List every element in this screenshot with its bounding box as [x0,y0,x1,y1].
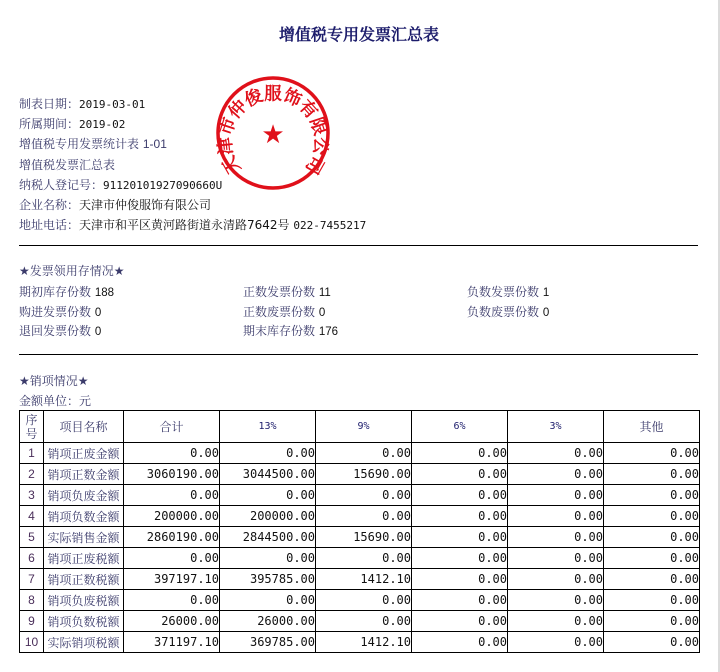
cell-r13: 0.00 [220,485,316,506]
table-row [20,569,700,590]
cell-r13: 0.00 [220,548,316,569]
table-row [20,548,700,569]
col-header-13pct: 13% [220,411,316,443]
address-line [19,215,366,235]
address-label: 地址电话： [19,218,80,233]
row-item-name: 销项负数税额 [44,611,124,632]
cell-r3: 0.00 [508,611,604,632]
row-seq: 3 [20,485,44,506]
col-header-seq: 序 号 [20,411,44,443]
table-row [20,464,700,485]
cell-total: 26000.00 [124,611,220,632]
stock-grid [19,282,699,341]
company-seal-stamp [215,75,331,191]
col-header-other: 其他 [604,411,700,443]
cell-r3: 0.00 [508,527,604,548]
report-date-label: 制表日期： [19,97,80,111]
table-row [20,590,700,611]
stock-section-header: ★发票领用存情况★ [19,264,125,278]
stock-item-value: 0 [94,326,102,339]
cell-other: 0.00 [604,506,700,527]
address-value: 天津市和平区黄河路街道永清路7642号 [79,218,290,233]
cell-other: 0.00 [604,548,700,569]
cell-total: 0.00 [124,485,220,506]
row-seq: 1 [20,443,44,464]
cell-r3: 0.00 [508,632,604,653]
taxpayer-id-value: 91120101927090660U [103,178,223,192]
col-header-9pct: 9% [316,411,412,443]
row-item-name: 销项正废金额 [44,443,124,464]
cell-other: 0.00 [604,611,700,632]
stock-item-label: 期末库存份数 [243,324,316,339]
stock-item [243,302,467,322]
col-header-3pct: 3% [508,411,604,443]
cell-total: 371197.10 [124,632,220,653]
row-item-name: 销项正废税额 [44,548,124,569]
row-seq: 8 [20,590,44,611]
cell-r9: 0.00 [316,443,412,464]
table-row [20,632,700,653]
stock-item-value: 11 [318,287,331,299]
row-seq: 10 [20,632,44,653]
cell-r6: 0.00 [412,464,508,485]
stock-item-label: 正数废票份数 [243,304,316,319]
row-item-name: 实际销项税额 [44,632,124,653]
cell-other: 0.00 [604,632,700,653]
summary-label: 增值税发票汇总表 [19,157,116,172]
stock-row [19,282,699,302]
seal-icon [215,75,331,191]
table-row [20,443,700,464]
row-seq: 4 [20,506,44,527]
stock-item-label: 正数发票份数 [243,285,316,299]
cell-r9: 1412.10 [316,569,412,590]
cell-r3: 0.00 [508,569,604,590]
divider-2 [19,354,698,355]
cell-r3: 0.00 [508,590,604,611]
table-row [20,485,700,506]
star-icon: ★ [261,120,285,150]
cell-r3: 0.00 [508,443,604,464]
cell-r6: 0.00 [412,527,508,548]
cell-r13: 395785.00 [220,569,316,590]
cell-r9: 0.00 [316,485,412,506]
col-header-total: 合计 [124,411,220,443]
divider-1 [19,245,698,246]
cell-total: 397197.10 [124,569,220,590]
table-row [20,506,700,527]
col-header-6pct: 6% [412,411,508,443]
row-seq: 9 [20,611,44,632]
stock-item-value: 0 [542,306,550,319]
cell-total: 3060190.00 [124,464,220,485]
cell-r9: 15690.00 [316,464,412,485]
cell-r9: 0.00 [316,506,412,527]
cell-r13: 2844500.00 [220,527,316,548]
cell-r9: 0.00 [316,590,412,611]
cell-other: 0.00 [604,443,700,464]
sales-section-header: ★销项情况★ [19,374,89,388]
report-date-value: 2019-03-01 [79,98,146,111]
seal-text: 天津市仲俊服饰有限公司 [215,84,331,178]
cell-r6: 0.00 [412,548,508,569]
stock-item [19,302,243,322]
row-item-name: 销项正数金额 [44,464,124,485]
stock-item-label: 负数发票份数 [467,285,540,299]
company-line [19,195,366,215]
cell-r9: 1412.10 [316,632,412,653]
table-row [20,527,700,548]
cell-r13: 3044500.00 [220,464,316,485]
cell-r6: 0.00 [412,590,508,611]
cell-r6: 0.00 [412,485,508,506]
cell-r6: 0.00 [412,506,508,527]
cell-r13: 0.00 [220,443,316,464]
stock-item [243,282,467,302]
cell-r6: 0.00 [412,611,508,632]
stat-table-value: 1-01 [142,137,167,152]
cell-total: 0.00 [124,590,220,611]
stock-item-value: 0 [94,306,102,319]
cell-total: 2860190.00 [124,527,220,548]
stock-item [19,321,243,341]
table-row [20,611,700,632]
stock-item-value: 176 [318,326,339,339]
cell-r9: 15690.00 [316,527,412,548]
cell-r3: 0.00 [508,506,604,527]
stock-item [19,282,243,302]
cell-other: 0.00 [604,485,700,506]
stock-item-label: 期初库存份数 [19,285,92,299]
cell-r13: 0.00 [220,590,316,611]
cell-other: 0.00 [604,527,700,548]
cell-r6: 0.00 [412,443,508,464]
stock-row [19,321,699,341]
cell-other: 0.00 [604,569,700,590]
row-item-name: 销项负废税额 [44,590,124,611]
company-label: 企业名称： [19,197,80,212]
period-label: 所属期间： [19,117,80,132]
cell-r13: 26000.00 [220,611,316,632]
cell-r13: 200000.00 [220,506,316,527]
stock-item-value: 0 [318,306,326,319]
cell-other: 0.00 [604,590,700,611]
period-value: 2019-02 [79,118,126,132]
cell-total: 200000.00 [124,506,220,527]
row-item-name: 销项负废金额 [44,485,124,506]
row-item-name: 销项正数税额 [44,569,124,590]
cell-r13: 369785.00 [220,632,316,653]
row-seq: 7 [20,569,44,590]
stat-table-label: 增值税专用发票统计表 [19,137,140,152]
page-title: 增值税专用发票汇总表 [278,25,439,44]
stock-row [19,302,699,322]
row-item-name: 实际销售金额 [44,527,124,548]
stock-item-value: 1 [542,287,550,299]
sales-table [19,410,700,653]
col-header-name: 项目名称 [44,411,124,443]
cell-r3: 0.00 [508,464,604,485]
table-header-row [20,411,700,443]
stock-item [467,302,691,322]
cell-other: 0.00 [604,464,700,485]
row-seq: 2 [20,464,44,485]
stock-item-value: 188 [94,287,115,299]
cell-r3: 0.00 [508,485,604,506]
stock-item-label: 退回发票份数 [19,324,92,339]
cell-r6: 0.00 [412,632,508,653]
row-item-name: 销项负数金额 [44,506,124,527]
taxpayer-id-label: 纳税人登记号： [19,177,104,192]
stock-item-label: 购进发票份数 [19,304,92,319]
stock-item [243,321,467,341]
stock-item-label: 负数废票份数 [467,304,540,319]
cell-total: 0.00 [124,548,220,569]
cell-r9: 0.00 [316,611,412,632]
phone-value: 022-7455217 [293,219,367,233]
cell-total: 0.00 [124,443,220,464]
currency-unit: 金额单位：元 [19,394,92,408]
cell-r6: 0.00 [412,569,508,590]
company-value: 天津市仲俊服饰有限公司 [79,197,212,212]
cell-r3: 0.00 [508,548,604,569]
row-seq: 5 [20,527,44,548]
cell-r9: 0.00 [316,548,412,569]
stock-item [467,282,691,302]
row-seq: 6 [20,548,44,569]
